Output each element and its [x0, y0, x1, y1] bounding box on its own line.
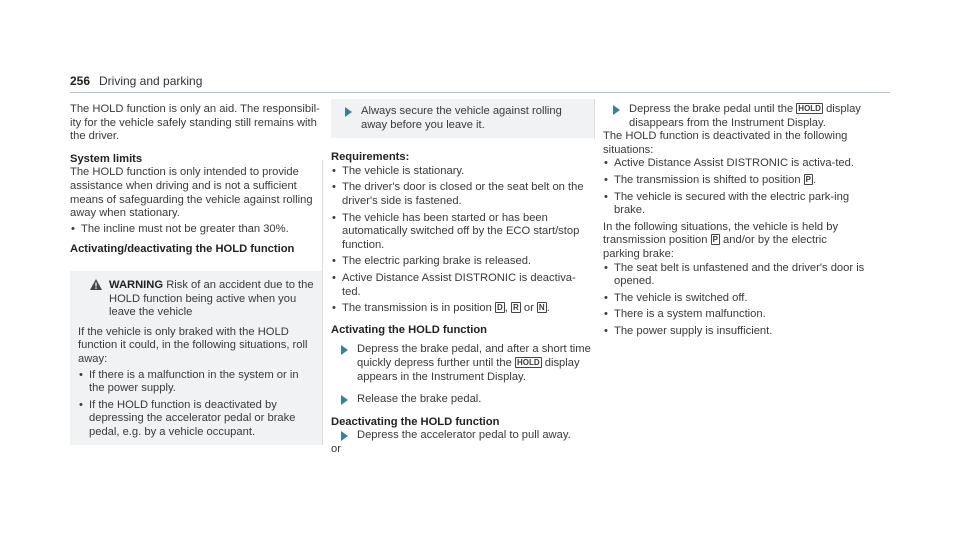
system-limits-text: The HOLD function is only intended to provide assistance when driving and is not a sufficient means of safeguarding the vehicle against rolling away when stationary.	[70, 166, 313, 220]
list-item: • The vehicle is switched off.	[603, 292, 865, 306]
list-item: • Active Distance Assist DISTRONIC is deactiva-ted.	[331, 272, 593, 299]
requirements-heading: Requirements:	[331, 151, 410, 164]
requirements-list	[331, 165, 593, 316]
list-item: • The incline must not be greater than 30%.	[70, 223, 322, 237]
hold-icon: HOLD	[516, 357, 540, 367]
warning-body: If the vehicle is only braked with the HOLD function it could, in the following situations, roll away:	[78, 325, 308, 365]
step-text: Release the brake pedal.	[357, 393, 482, 406]
key-d-icon: D	[496, 303, 503, 313]
list-item: • There is a system malfunction.	[603, 308, 865, 322]
note-text: Always secure the vehicle against rolling away before you leave it.	[361, 105, 562, 131]
list-item: • If there is a malfunction in the system or in the power supply.	[78, 369, 314, 396]
deactivating-step	[331, 429, 593, 443]
step-text: Depress the brake pedal until the	[629, 103, 794, 115]
activating-step-1	[331, 343, 593, 384]
page-header	[70, 72, 890, 93]
list-item: • The driver's door is closed or the seat belt on the driver's side is fastened.	[331, 181, 593, 208]
arrow-icon	[345, 107, 352, 117]
step-text: display disappears from the Instrument Display.	[629, 103, 861, 129]
step-text: Depress the accelerator pedal to pull away.	[357, 429, 571, 442]
column-3	[603, 103, 865, 339]
key-r-icon: R	[512, 303, 519, 313]
deactivated-intro: The HOLD function is deactivated in the following situations:	[603, 130, 848, 156]
system-limits-list	[70, 223, 322, 237]
list-item: • If the HOLD function is deactivated by depressing the accelerator pedal or brake pedal, e.g. by a vehicle occupant.	[78, 399, 314, 440]
held-text-b: and/or by the electric parking brake:	[603, 234, 827, 260]
held-text	[603, 221, 865, 262]
system-limits-heading: System limits	[70, 152, 143, 165]
list-item: • The vehicle is secured with the electric park-ing brake.	[603, 191, 865, 218]
list-item: • The vehicle has been started or has been automatically switched off by the ECO start/stop function.	[331, 212, 593, 253]
activating-step-2	[331, 393, 593, 407]
section-title: Driving and parking	[99, 74, 203, 88]
arrow-icon	[341, 395, 348, 405]
deactivating-heading: Deactivating the HOLD function	[331, 415, 500, 428]
column-divider	[594, 99, 595, 139]
or-text: or	[331, 442, 341, 455]
list-item: • The seat belt is unfastened and the driver's door is opened.	[603, 262, 865, 289]
list-item: • The transmission is shifted to position P .	[603, 174, 865, 188]
note-step	[339, 105, 586, 132]
warning-box	[70, 271, 322, 446]
arrow-icon	[341, 345, 348, 355]
activating-heading: Activating the HOLD function	[331, 323, 487, 336]
list-item: • Active Distance Assist DISTRONIC is activa-ted.	[603, 157, 865, 171]
column-2	[331, 99, 593, 456]
warning-triangle-icon	[90, 279, 102, 290]
warning-label: WARNING	[109, 278, 164, 291]
list-item: • The power supply is insufficient.	[603, 325, 865, 339]
list-item: • The transmission is in position D , R or N .	[331, 302, 593, 316]
hold-icon: HOLD	[798, 104, 821, 113]
page-number: 256	[70, 74, 91, 88]
activating-deactivating-heading: Activating/deactivating the HOLD function	[70, 243, 295, 256]
key-p-icon: P	[712, 235, 718, 245]
step-text: Depress the brake pedal, and after a short time quickly depress further until the	[357, 343, 591, 369]
key-p-icon: P	[805, 174, 811, 184]
or-word: or	[523, 302, 534, 315]
arrow-icon	[341, 431, 348, 441]
intro-paragraph: The HOLD function is only an aid. The responsibil-ity for the vehicle safely standing still remains with the driver.	[70, 103, 320, 143]
warning-header	[78, 279, 314, 320]
list-item-text: The transmission is shifted to position	[614, 173, 801, 186]
transmission-text: The transmission is in position	[342, 302, 492, 315]
note-box	[331, 99, 594, 138]
step-text: display appears in the Instrument Display.	[357, 356, 580, 383]
list-item: • The vehicle is stationary.	[331, 165, 593, 179]
key-n-icon: N	[538, 303, 545, 313]
column-divider	[322, 160, 323, 445]
arrow-icon	[613, 105, 620, 115]
warning-text: Risk of an accident due to the HOLD function being active when you leave the vehicle	[109, 278, 314, 319]
deactivating-step-2	[603, 103, 865, 130]
list-item: • The electric parking brake is released.	[331, 255, 593, 269]
deactivated-list	[603, 157, 865, 217]
column-1	[70, 103, 322, 445]
warning-list	[78, 369, 314, 440]
held-list	[603, 262, 865, 339]
held-text-a: In the following situations, the vehicle is held by transmission position	[603, 220, 839, 247]
